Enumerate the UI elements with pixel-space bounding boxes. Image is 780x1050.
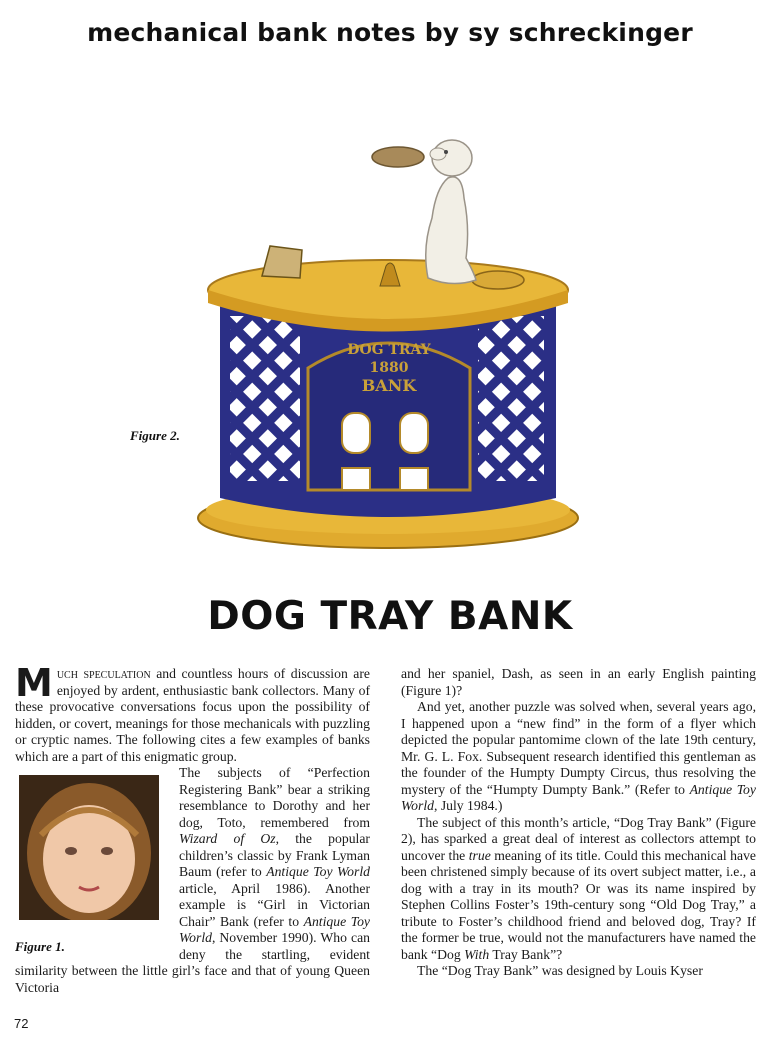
intro-paragraph [15,661,371,765]
drop-cap: M [15,661,53,705]
girl-portrait-image [19,775,159,920]
rp3-text-c: meaning of its title. Could this mechanical have been christened simply because of its overt subject matter, i.e., a dog with a tray in its mouth? Or was its name inspired by Stephen Collins Foster’s 19th-century song “Old Dog Tray,” a tribute to Foster’s childhood friend and beloved dog, Tray? If the former be true, would not the manufacturers have named the bank “Dog [401,847,756,962]
p2-title-wizard: Wizard of Oz [179,831,276,846]
running-header: mechanical bank notes by sy schreckinger [87,18,693,47]
p2-title-atw-2: Antique Toy World [179,913,370,945]
left-lattice [230,316,300,481]
rp2-title-atw: Antique Toy World [401,781,756,813]
figure-1 [15,769,173,959]
p2-text-c: , the popular children’s classic by Frank Lyman Baum (refer to [179,831,370,879]
rp3-text-a: The subject of this month’s article, “Dog Tray Bank” (Figure 2), has sparked a great deal of interest as collectors attempt to uncover the [401,814,756,863]
figure-1-caption: Figure 1. [15,938,65,954]
article-right-column [401,666,756,980]
p2-text-e: article, April 1986). Another example is “Girl in Victorian Chair” Bank (refer to [179,880,370,929]
dog-tray [372,147,424,167]
intro-text: and countless hours of discussion are enjoyed by ardent, enthusiastic bank collectors. Many of these provocative conversations focus upon the possibility of hidden, or covert, meanings for those mechanicals with puzzling or cryptic names. The following cites a few examples of banks which are a part of this enigmatic group. [15,666,371,764]
p2-text-g: , November 1990). Who can deny the startling, evident similarity between the little girl’s face and that of young Queen Victoria [15,930,370,995]
bank-sign-line-2: 1880 [369,360,409,376]
dog-tray-bank-photo [190,128,600,558]
article-title: DOG TRAY BANK [207,594,573,639]
right-paragraph-1: and her spaniel, Dash, as seen in an early English painting (Figure 1)? [401,666,756,698]
figure-2-caption: Figure 2. [130,428,180,443]
rp2-text-c: , July 1984.) [433,798,503,813]
right-paragraph-3 [401,815,756,964]
p2-title-atw-1: Antique Toy World [266,864,370,879]
right-paragraph-4: The “Dog Tray Bank” was designed by Louis Kyser [417,963,703,978]
article-left-column [15,661,371,996]
page-number: 72 [14,1016,29,1031]
rp3-text-e: Tray Bank”? [489,946,563,962]
coin-slot [262,246,302,278]
p2-text-a: The subjects of “Perfection Registering Bank” bear a striking resemblance to Dorothy and her dog, Toto, remembered from [179,765,370,830]
right-paragraph-2 [401,699,756,815]
dog-figure [426,140,476,284]
rp2-text-a: And yet, another puzzle was solved when, several years ago, I happened upon a “new find” in the form of a flyer which depicted the popular pantomime clown of the late 19th century, Mr. G. L. Fox. Subsequent research identified this gentleman as the founder of the Humpty Dumpty Circus, thus resolving the mystery of the “Humpty Dumpty Bank.” (Refer to [401,699,756,797]
rp3-with: With [464,946,490,962]
rp3-true: true [468,847,491,863]
small-caps-lead: uch speculation [56,666,151,681]
bank-sign-line-3: BANK [361,376,417,395]
bank-sign-line-1: DOG TRAY [347,342,431,358]
right-lattice [478,316,544,481]
